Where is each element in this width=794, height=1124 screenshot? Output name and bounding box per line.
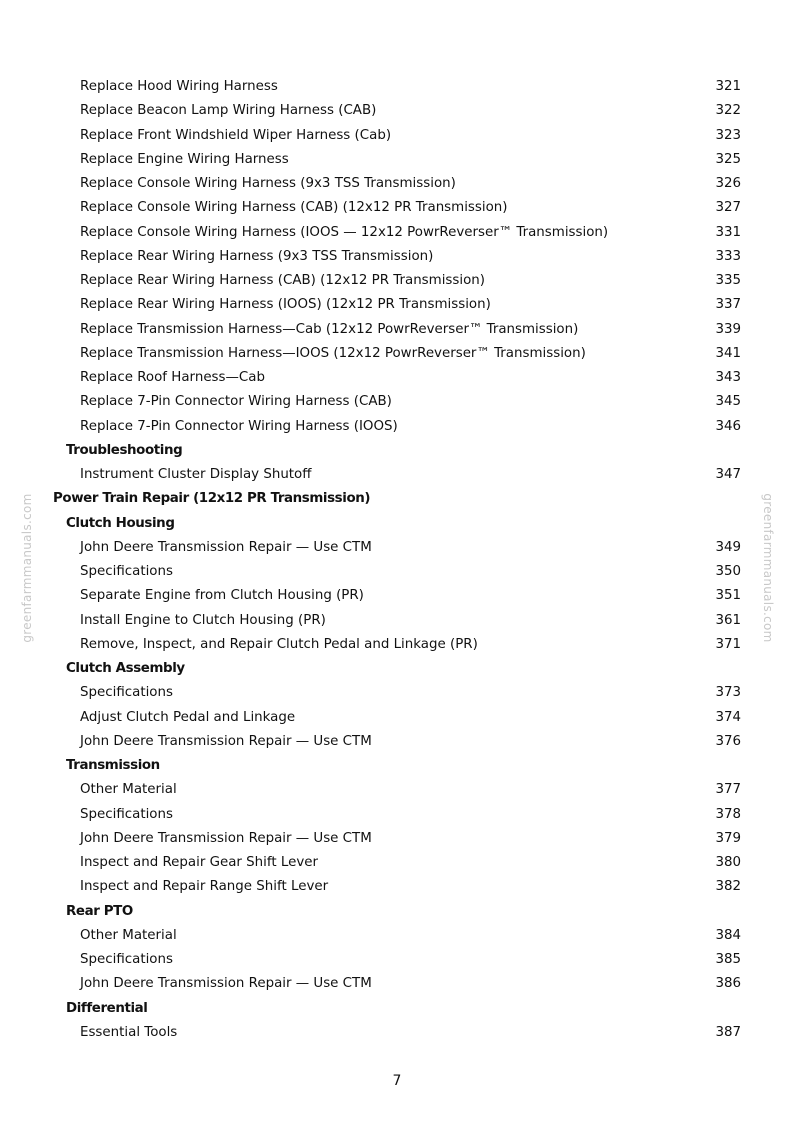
toc-entry-title: Separate Engine from Clutch Housing (PR) — [80, 588, 364, 604]
toc-entry[interactable] — [0, 269, 794, 293]
toc-entry-title: Clutch Assembly — [66, 661, 185, 676]
toc-entry[interactable] — [0, 609, 794, 633]
toc-entry[interactable] — [0, 124, 794, 148]
toc-section-heading — [0, 512, 794, 536]
watermark-right: greenfarmmanuals.com — [761, 493, 775, 643]
toc-entry-title: Adjust Clutch Pedal and Linkage — [80, 709, 296, 725]
toc-entry-title: John Deere Transmission Repair — Use CTM — [80, 733, 372, 749]
toc-entry-page: 386 — [715, 976, 741, 992]
toc-entry[interactable] — [0, 390, 794, 414]
toc-entry-title: John Deere Transmission Repair — Use CTM — [80, 539, 372, 555]
toc-entry-title: Replace Hood Wiring Harness — [80, 79, 278, 94]
toc-entry-page: 325 — [715, 151, 741, 167]
toc-entry[interactable] — [0, 875, 794, 899]
toc-entry-page: 323 — [715, 127, 741, 143]
toc-section-heading — [0, 439, 794, 463]
toc-entry[interactable] — [0, 196, 794, 220]
toc-entry-page: 345 — [715, 394, 741, 410]
toc-entry[interactable] — [0, 706, 794, 730]
toc-entry[interactable] — [0, 245, 794, 269]
toc-entry-title: Replace Console Wiring Harness (CAB) (12x12 PR Transmission) — [80, 200, 508, 216]
toc-entry-title: Replace Roof Harness—Cab — [80, 370, 265, 385]
toc-entry-page: 321 — [715, 79, 741, 94]
toc-entry[interactable] — [0, 342, 794, 366]
toc-entry-title: Replace Rear Wiring Harness (IOOS) (12x12 PR Transmission) — [80, 297, 491, 313]
toc-entry-page: 376 — [715, 733, 741, 749]
toc-entry-title: Replace Rear Wiring Harness (9x3 TSS Transmission) — [80, 248, 434, 264]
toc-entry[interactable] — [0, 415, 794, 439]
toc-entry-page: 380 — [715, 855, 741, 870]
toc-entry[interactable] — [0, 730, 794, 754]
toc-entry-title: Rear PTO — [66, 903, 133, 919]
toc-entry-page: 346 — [715, 418, 741, 434]
toc-entry-title: Other Material — [80, 782, 177, 798]
toc-entry-title: John Deere Transmission Repair — Use CTM — [80, 830, 372, 846]
toc-entry[interactable] — [0, 75, 794, 99]
toc-entry-page: 343 — [715, 370, 741, 385]
toc-section-heading — [0, 900, 794, 924]
toc-entry-page: 351 — [715, 588, 741, 604]
toc-entry[interactable] — [0, 221, 794, 245]
toc-entry[interactable] — [0, 851, 794, 875]
watermark-left: greenfarmmanuals.com — [20, 493, 34, 643]
toc-entry-title: Specifications — [80, 564, 173, 579]
toc-entry[interactable] — [0, 560, 794, 584]
toc-entry-title: Clutch Housing — [66, 515, 175, 531]
toc-entry[interactable] — [0, 972, 794, 996]
toc-entry-title: Remove, Inspect, and Repair Clutch Pedal and Linkage (PR) — [80, 636, 478, 652]
toc-entry-title: Replace 7-Pin Connector Wiring Harness (CAB) — [80, 394, 392, 410]
toc-entry-page: 350 — [715, 564, 741, 579]
toc-entry-title: Replace Console Wiring Harness (IOOS — 12x12 PowrReverser™ Transmission) — [80, 224, 609, 240]
toc-entry-page: 361 — [715, 612, 741, 628]
toc-entry-title: Essential Tools — [80, 1024, 178, 1040]
toc-entry-title: Replace Transmission Harness—IOOS (12x12 PowrReverser™ Transmission) — [80, 345, 586, 361]
toc-entry[interactable] — [0, 536, 794, 560]
toc-entry-title: Transmission — [66, 758, 160, 773]
toc-entry-title: Specifications — [80, 806, 173, 822]
toc-entry-page: 377 — [715, 782, 741, 798]
toc-section-heading — [0, 487, 794, 511]
toc-entry-title: Instrument Cluster Display Shutoff — [80, 467, 312, 482]
toc-entry[interactable] — [0, 318, 794, 342]
toc-entry[interactable] — [0, 148, 794, 172]
toc-entry-page: 384 — [715, 927, 741, 943]
toc-entry-page: 347 — [715, 467, 741, 482]
toc-entry-page: 337 — [715, 297, 741, 313]
toc-entry-page: 326 — [715, 176, 741, 191]
toc-entry[interactable] — [0, 681, 794, 705]
toc-entry-page: 378 — [715, 806, 741, 822]
toc-entry[interactable] — [0, 924, 794, 948]
toc-entry-title: Inspect and Repair Range Shift Lever — [80, 879, 329, 895]
toc-entry-title: Troubleshooting — [66, 442, 183, 458]
toc-entry-page: 333 — [715, 248, 741, 264]
toc-entry[interactable] — [0, 293, 794, 317]
toc-entry-title: Specifications — [80, 685, 173, 701]
toc-entry[interactable] — [0, 366, 794, 390]
toc-entry-title: Replace Engine Wiring Harness — [80, 151, 289, 167]
table-of-contents — [0, 75, 794, 1045]
toc-section-heading — [0, 754, 794, 778]
toc-entry-title: Other Material — [80, 927, 177, 943]
toc-entry-title: Specifications — [80, 952, 173, 967]
toc-entry-page: 373 — [715, 685, 741, 701]
toc-section-heading — [0, 657, 794, 681]
toc-entry-title: Replace Front Windshield Wiper Harness (Cab) — [80, 127, 392, 143]
toc-entry[interactable] — [0, 1021, 794, 1045]
toc-entry[interactable] — [0, 948, 794, 972]
toc-entry-title: Inspect and Repair Gear Shift Lever — [80, 855, 319, 870]
toc-entry-title: Power Train Repair (12x12 PR Transmission) — [53, 491, 371, 507]
toc-entry-title: Replace Beacon Lamp Wiring Harness (CAB) — [80, 103, 377, 119]
toc-entry[interactable] — [0, 99, 794, 123]
toc-entry-title: Replace 7-Pin Connector Wiring Harness (IOOS) — [80, 418, 398, 434]
toc-entry[interactable] — [0, 633, 794, 657]
toc-entry-title: Replace Transmission Harness—Cab (12x12 PowrReverser™ Transmission) — [80, 321, 579, 337]
toc-entry[interactable] — [0, 778, 794, 802]
toc-entry-title: Differential — [66, 1000, 148, 1016]
toc-entry[interactable] — [0, 463, 794, 487]
toc-entry-page: 349 — [715, 539, 741, 555]
toc-entry-title: Replace Console Wiring Harness (9x3 TSS Transmission) — [80, 176, 456, 191]
toc-entry-page: 387 — [715, 1024, 741, 1040]
toc-entry-page: 322 — [715, 103, 741, 119]
toc-entry-page: 327 — [715, 200, 741, 216]
toc-entry-page: 339 — [715, 321, 741, 337]
toc-entry-title: John Deere Transmission Repair — Use CTM — [80, 976, 372, 992]
toc-entry-page: 335 — [715, 273, 741, 288]
toc-entry-title: Replace Rear Wiring Harness (CAB) (12x12 PR Transmission) — [80, 273, 485, 288]
toc-entry-title: Install Engine to Clutch Housing (PR) — [80, 612, 326, 628]
toc-entry-page: 374 — [715, 709, 741, 725]
toc-entry-page: 382 — [715, 879, 741, 895]
toc-entry-page: 371 — [715, 636, 741, 652]
toc-entry[interactable] — [0, 584, 794, 608]
toc-entry-page: 331 — [715, 224, 741, 240]
toc-entry-page: 385 — [715, 952, 741, 967]
toc-entry[interactable] — [0, 803, 794, 827]
toc-entry-page: 379 — [715, 830, 741, 846]
toc-entry[interactable] — [0, 827, 794, 851]
page-number: 7 — [392, 1073, 402, 1089]
toc-entry[interactable] — [0, 172, 794, 196]
toc-entry-page: 341 — [715, 345, 741, 361]
toc-section-heading — [0, 997, 794, 1021]
